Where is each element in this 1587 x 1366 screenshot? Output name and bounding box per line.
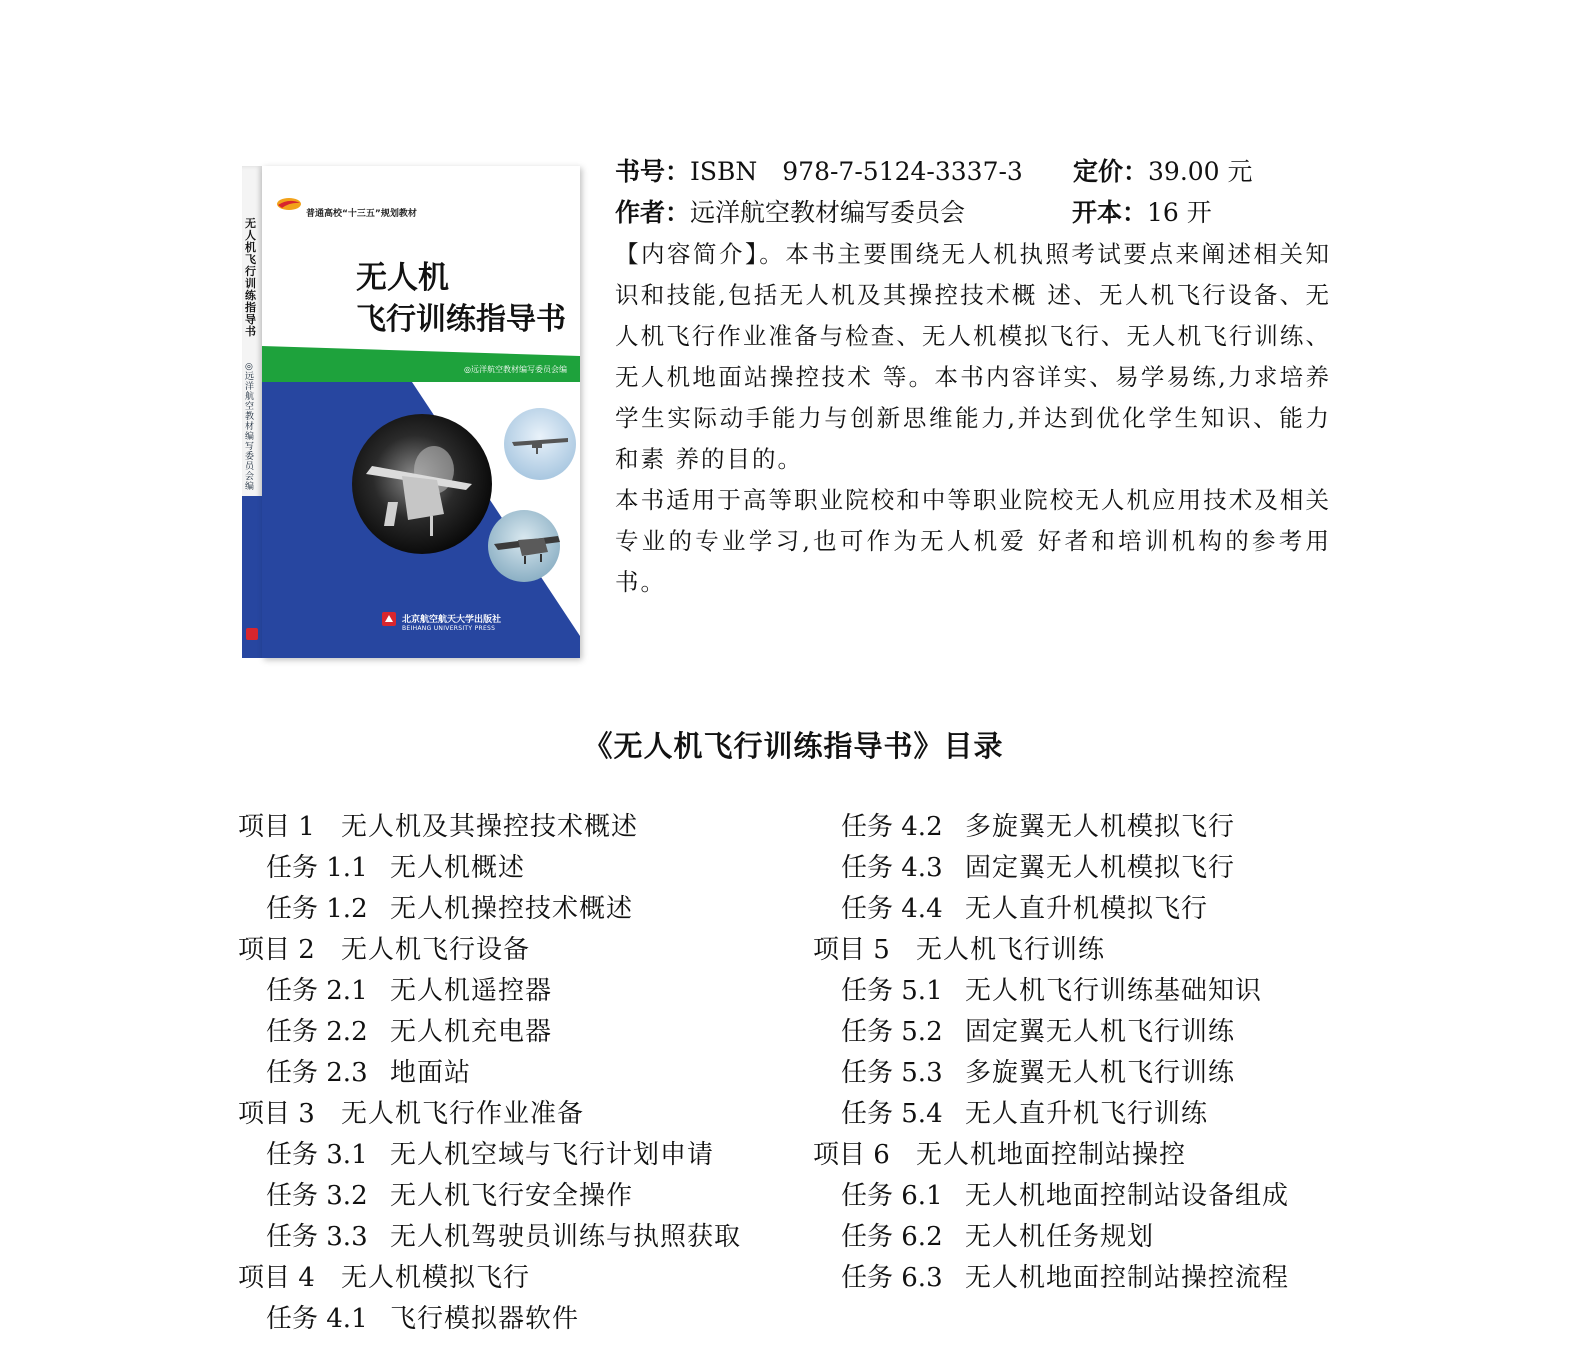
toc-task-entry: [238, 1012, 741, 1053]
toc-entry-title: 无人机飞行训练: [916, 935, 1106, 965]
toc-project-entry: [238, 930, 741, 971]
book-cover: [242, 166, 582, 658]
price-label: 定价：: [1073, 157, 1149, 186]
toc-task-entry: [813, 1012, 1289, 1053]
toc-entry-title: 无人机任务规划: [965, 1222, 1155, 1252]
toc-left-column: [238, 807, 741, 1340]
spine-title: 无人机飞行训练指导书: [245, 217, 256, 338]
toc-entry-title: 无人机驾驶员训练与执照获取: [390, 1222, 742, 1252]
toc-entry-number: 任务 4.3: [841, 853, 943, 883]
toc-task-entry: [813, 807, 1289, 848]
toc-title: 《无人机飞行训练指导书》目录: [583, 729, 1004, 763]
toc-project-entry: [238, 1258, 741, 1299]
toc-entry-number: 任务 1.2: [266, 894, 368, 924]
toc-project-entry: [813, 1135, 1289, 1176]
cover-title-line2: 飞行训练指导书: [356, 302, 566, 337]
toc-task-entry: [813, 1053, 1289, 1094]
toc-entry-title: 无人机遥控器: [390, 976, 553, 1006]
toc-entry-title: 多旋翼无人机模拟飞行: [965, 812, 1236, 842]
toc-entry-number: 项目 4: [238, 1263, 315, 1293]
toc-entry-number: 任务 2.3: [266, 1058, 368, 1088]
toc-project-entry: [813, 930, 1289, 971]
toc-entry-number: 任务 5.3: [841, 1058, 943, 1088]
intro-paragraph: 【内容简介】。本书主要围绕无人机执照考试要点来阐述相关知识和技能,包括无人机及其操控技术概 述、无人机飞行设备、无人机飞行作业准备与检查、无人机模拟飞行、无人机飞行训练、无人机地面站操控技术 等。本书内容详实、易学易练,力求培养学生实际动手能力与创新思维能力,并达到优化学生知识、能力和素 养的目的。: [615, 240, 1331, 473]
toc-right-column: [813, 807, 1289, 1299]
publisher-name-en: BEIHANG UNIVERSITY PRESS: [402, 625, 496, 632]
toc-entry-title: 无人机地面控制站操控流程: [965, 1263, 1290, 1293]
toc-entry-number: 任务 5.4: [841, 1099, 943, 1129]
toc-entry-number: 任务 3.2: [266, 1181, 368, 1211]
toc-entry-title: 飞行模拟器软件: [390, 1304, 580, 1334]
toc-task-entry: [238, 889, 741, 930]
cover-author: ◎远洋航空教材编写委员会编: [464, 365, 567, 374]
toc-entry-number: 项目 2: [238, 935, 315, 965]
toc-entry-title: 无人机地面控制站设备组成: [965, 1181, 1290, 1211]
toc-entry-number: 任务 3.1: [266, 1140, 368, 1170]
toc-task-entry: [238, 1053, 741, 1094]
toc-entry-number: 任务 2.1: [266, 976, 368, 1006]
author-value: 远洋航空教材编写委员会: [690, 198, 966, 227]
toc-entry-number: 任务 4.2: [841, 812, 943, 842]
series-logo-icon: [276, 196, 302, 212]
toc-entry-title: 无人机充电器: [390, 1017, 553, 1047]
toc-entry-number: 项目 3: [238, 1099, 315, 1129]
toc-entry-title: 无人机空域与飞行计划申请: [390, 1140, 715, 1170]
toc-entry-number: 项目 5: [813, 935, 890, 965]
toc-entry-number: 项目 6: [813, 1140, 890, 1170]
toc-task-entry: [813, 889, 1289, 930]
drone-photo-sky: [504, 408, 576, 480]
toc-entry-number: 任务 2.2: [266, 1017, 368, 1047]
toc-entry-title: 无人机地面控制站操控: [916, 1140, 1187, 1170]
toc-entry-number: 任务 4.1: [266, 1304, 368, 1334]
author-label: 作者：: [615, 198, 691, 227]
toc-entry-number: 任务 5.2: [841, 1017, 943, 1047]
toc-task-entry: [238, 1299, 741, 1340]
toc-project-entry: [238, 807, 741, 848]
toc-entry-title: 无人机飞行训练基础知识: [965, 976, 1263, 1006]
toc-entry-title: 无人机飞行安全操作: [390, 1181, 634, 1211]
toc-task-entry: [813, 1176, 1289, 1217]
toc-entry-title: 地面站: [390, 1058, 472, 1088]
toc-entry-number: 任务 1.1: [266, 853, 368, 883]
price-value: 39.00 元: [1148, 157, 1253, 186]
spine-author: ◎远洋航空教材编写委员会编: [245, 362, 255, 492]
drone-photo-main: [352, 414, 492, 554]
toc-entry-title: 多旋翼无人机飞行训练: [965, 1058, 1236, 1088]
toc-project-entry: [238, 1094, 741, 1135]
toc-task-entry: [813, 1094, 1289, 1135]
toc-entry-title: 无人机概述: [390, 853, 526, 883]
book-spine: [242, 166, 263, 658]
cover-series-label: 普通高校“十三五”规划教材: [306, 209, 417, 219]
cover-front: [262, 166, 580, 658]
toc-task-entry: [813, 971, 1289, 1012]
toc-task-entry: [813, 1258, 1289, 1299]
isbn-value: ISBN 978-7-5124-3337-3: [690, 157, 1023, 186]
isbn-row: [615, 152, 1023, 192]
toc-entry-title: 无人机模拟飞行: [341, 1263, 531, 1293]
toc-entry-title: 无人机飞行作业准备: [341, 1099, 585, 1129]
toc-entry-number: 任务 6.3: [841, 1263, 943, 1293]
toc-task-entry: [238, 1135, 741, 1176]
toc-entry-title: 无人直升机飞行训练: [965, 1099, 1209, 1129]
toc-entry-number: 任务 4.4: [841, 894, 943, 924]
format-row: [1072, 193, 1212, 233]
toc-entry-number: 任务 6.1: [841, 1181, 943, 1211]
toc-entry-number: 任务 5.1: [841, 976, 943, 1006]
toc-entry-title: 固定翼无人机飞行训练: [965, 1017, 1236, 1047]
cover-artwork: [262, 166, 580, 658]
toc-entry-number: 项目 1: [238, 812, 315, 842]
cover-title-line1: 无人机: [356, 260, 449, 296]
spine-publisher-logo: [246, 628, 258, 640]
author-row: [615, 193, 965, 233]
publisher-logo-icon: [382, 612, 396, 626]
price-row: [1073, 152, 1253, 192]
toc-task-entry: [813, 1217, 1289, 1258]
toc-entry-title: 无人机操控技术概述: [390, 894, 634, 924]
toc-entry-number: 任务 3.3: [266, 1222, 368, 1252]
isbn-label: 书号：: [615, 157, 691, 186]
format-label: 开本：: [1072, 198, 1148, 227]
toc-entry-title: 无人机飞行设备: [341, 935, 531, 965]
cover-publisher: [402, 612, 501, 632]
drone-photo-sea: [488, 510, 560, 582]
publisher-name-cn: 北京航空航天大学出版社: [402, 615, 502, 625]
toc-task-entry: [813, 848, 1289, 889]
format-value: 16 开: [1147, 198, 1212, 227]
toc-task-entry: [238, 1217, 741, 1258]
toc-entry-title: 固定翼无人机模拟飞行: [965, 853, 1236, 883]
book-introduction: [615, 234, 1331, 603]
toc-task-entry: [238, 971, 741, 1012]
toc-task-entry: [238, 1176, 741, 1217]
toc-entry-title: 无人机及其操控技术概述: [341, 812, 639, 842]
toc-task-entry: [238, 848, 741, 889]
toc-entry-number: 任务 6.2: [841, 1222, 943, 1252]
toc-entry-title: 无人直升机模拟飞行: [965, 894, 1209, 924]
intro-paragraph: 本书适用于高等职业院校和中等职业院校无人机应用技术及相关专业的专业学习,也可作为无人机爱 好者和培训机构的参考用书。: [615, 486, 1331, 596]
